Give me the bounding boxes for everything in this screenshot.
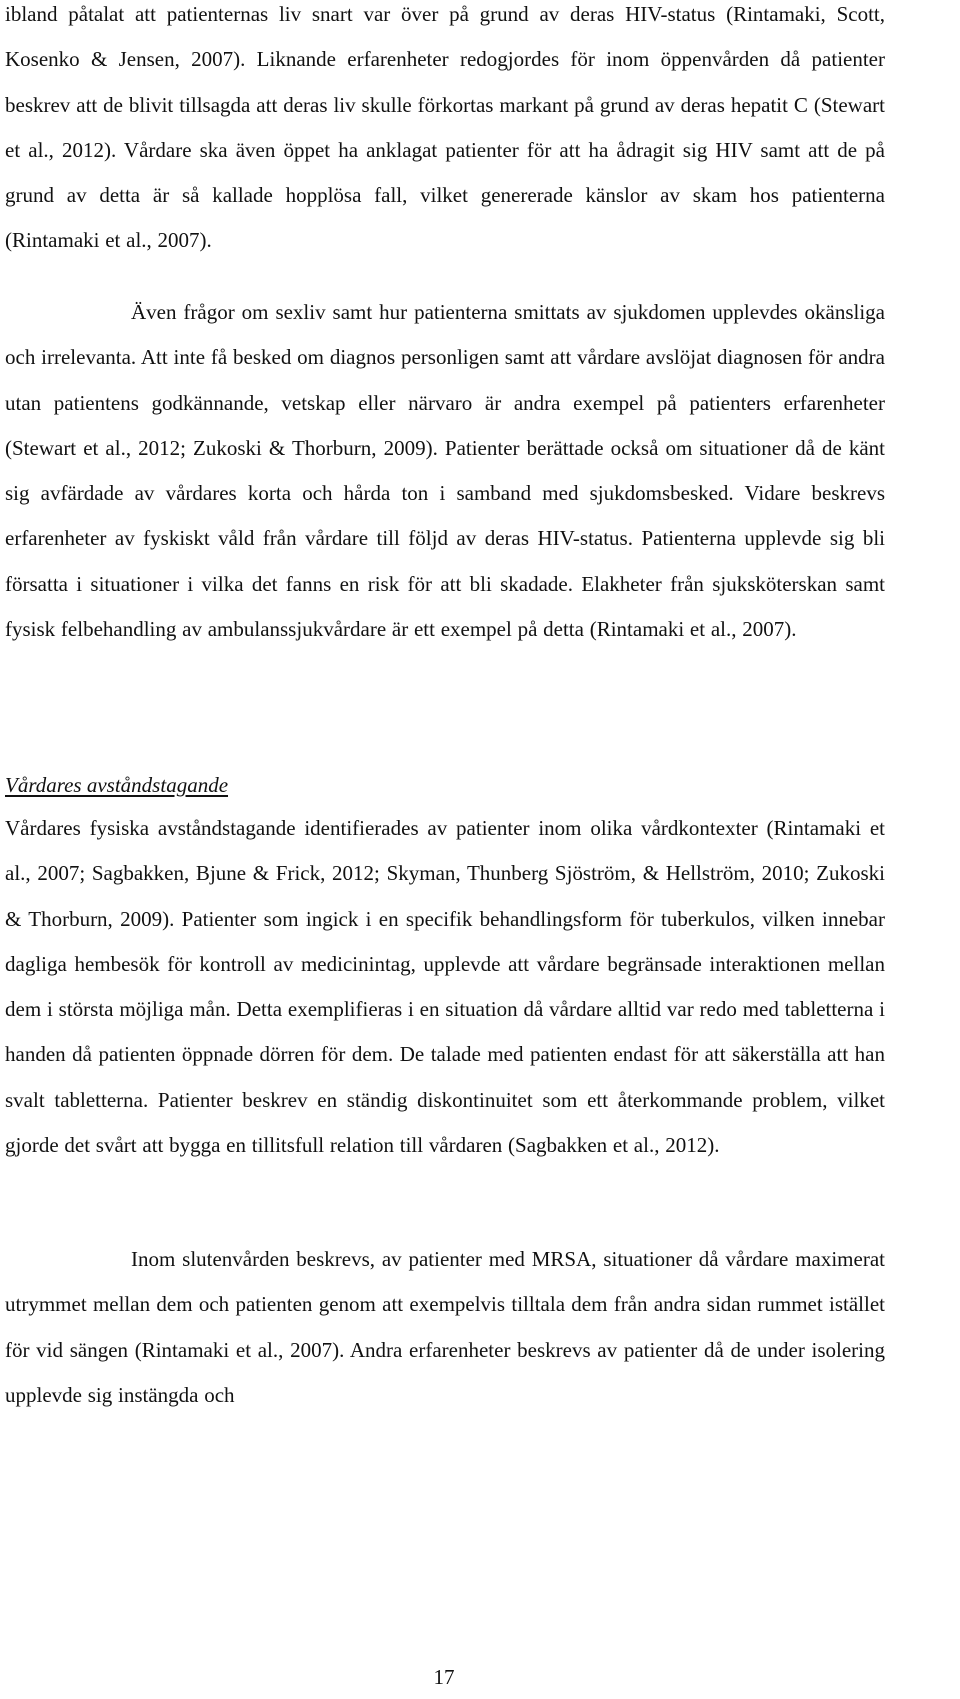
paragraph-sensitive-questions: Även frågor om sexliv samt hur patienterna smittats av sjukdomen upplevdes okänsliga och irrelevanta. Att inte få besked om diagnos personligen samt att vårdare avslöjat diagnosen för andra utan patientens godkännande, vetskap eller närvaro är andra exempel på patienters erfarenheter (Stewart et al., 2012; Zukoski & Thorburn, 2009). Patienter berättade också om situationer då de känt sig avfärdade av vårdares korta och hårda ton i samband med sjukdomsbesked. Vidare beskrevs erfarenheter av fyskiskt våld från vårdare till följd av deras HIV-status. Patienterna upplevde sig bli försatta i situationer i vilka det fanns en risk för att bli skadade. Elakheter från sjuksköterskan samt fysisk felbehandling av ambulanssjukvårdare är ett exempel på detta (Rintamaki et al., 2007).	[5, 300, 885, 642]
section-heading: Vårdares avståndstagande	[5, 773, 229, 797]
paragraph-physical-distancing: Vårdares fysiska avståndstagande identifierades av patienter inom olika vårdkontexter (Rintamaki et al., 2007; Sagbakken, Bjune & Frick, 2012; Skyman, Thunberg Sjöström, & Hellström, 2010; Zukoski & Thorburn, 2009). Patienter som ingick i en specifik behandlingsform för tuberkulos, vilken innebar dagliga hembesök för kontroll av medicinintag, upplevde att vårdare begränsade interaktionen mellan dem i största möjliga mån. Detta exemplifieras i en situation då vårdare alltid var redo med tabletterna i handen då patienten öppnade dörren för dem. De talade med patienten endast för att säkerställa att han svalt tabletterna. Patienter beskrev en ständig diskontinuitet som ett återkommande problem, vilket gjorde det svårt att bygga en tillitsfull relation till vårdaren (Sagbakken et al., 2012).	[5, 816, 885, 1158]
paragraph-inpatient-care: Inom slutenvården beskrevs, av patienter med MRSA, situationer då vårdare maximerat utrymmet mellan dem och patienten genom att exempelvis tilltala dem från andra sidan rummet istället för vid sängen (Rintamaki et al., 2007). Andra erfarenheter beskrevs av patienter då de under isolering upplevde sig instängda och	[5, 1247, 885, 1407]
paragraph-continued: ibland påtalat att patienternas liv snart var över på grund av deras HIV-status (Rintamaki, Scott, Kosenko & Jensen, 2007). Liknande erfarenheter redogjordes för inom öppenvården då patienter beskrev att de blivit tillsagda att deras liv skulle förkortas markant på grund av deras hepatit C (Stewart et al., 2012). Vårdare ska även öppet ha anklagat patienter för att ha ådragit sig HIV samt att de på grund av detta är så kallade hopplösa fall, vilket genererade känslor av skam hos patienterna (Rintamaki et al., 2007).	[5, 2, 885, 253]
page-number: 17	[433, 1665, 455, 1689]
